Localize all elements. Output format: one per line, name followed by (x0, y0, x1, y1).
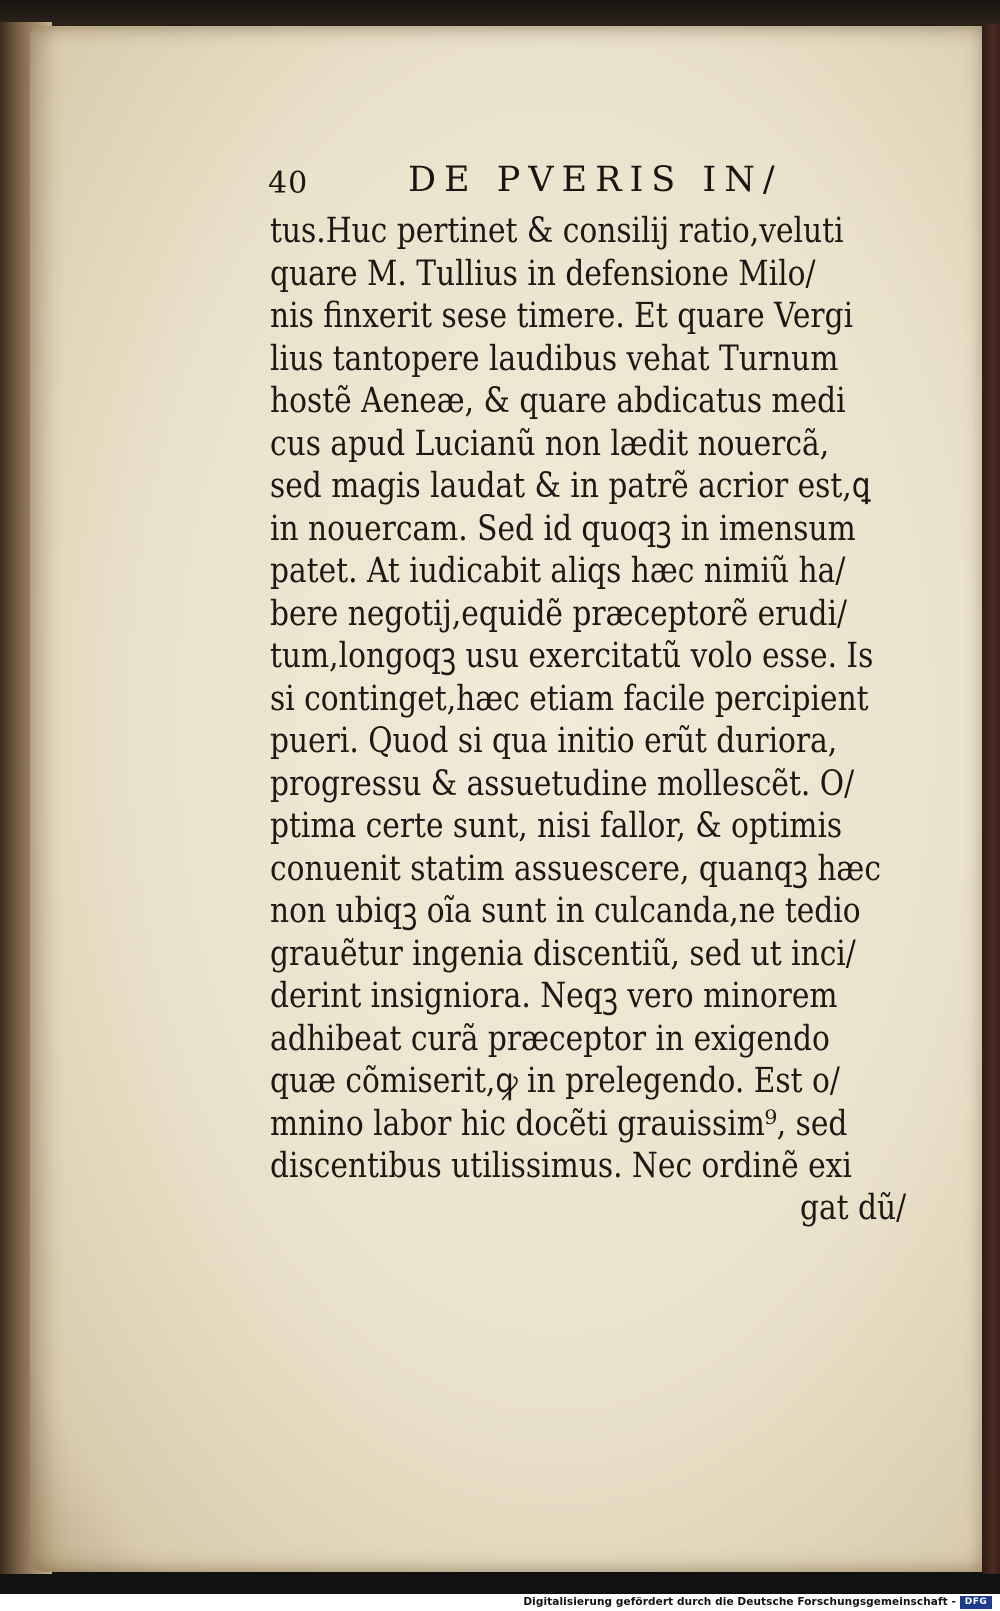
text-line: non ubiqꝫ oĩa sunt in culcanda,ne tedio (270, 891, 861, 931)
text-line: adhibeat curã præceptor in exigendo (270, 1018, 830, 1059)
text-line: tus.Huc pertinet & consilij ratio,veluti (270, 211, 844, 251)
text-line: ptima certe sunt, nisi fallor, & optimis (270, 806, 843, 846)
catchword: gat dũ/ (800, 1188, 907, 1228)
page-header (268, 160, 828, 200)
text-line: bere negotij,equidẽ præceptorẽ erudi/ (270, 593, 847, 634)
text-line: discentibus utilissimus. Nec ordinẽ exi (270, 1146, 852, 1186)
text-line: derint insigniora. Neqꝫ vero minorem (270, 976, 838, 1016)
binding-edge (982, 24, 1000, 1574)
text-line: pueri. Quod si qua initio erũt duriora, (270, 721, 838, 761)
text-line: mnino labor hic docẽti grauissim⁹, sed (270, 1103, 848, 1144)
text-line: grauẽtur ingenia discentiũ, sed ut inci/ (270, 933, 856, 974)
text-line: quare M. Tullius in defensione Milo/ (270, 253, 816, 294)
bottom-border (0, 1574, 1000, 1596)
text-line: hostẽ Aeneæ, & quare abdicatus medi (270, 381, 846, 421)
text-line: progressu & assuetudine mollescẽt. O/ (270, 763, 855, 804)
funding-notice: Digitalisierung gefördert durch die Deutsche Forschungsgemeinschaft - (523, 1596, 956, 1608)
text-line: quæ cõmiserit,ꝙ in prelegendo. Est o/ (270, 1061, 840, 1101)
text-line: tum,longoqꝫ usu exercitatũ volo esse. Is (270, 636, 874, 676)
top-border (0, 0, 1000, 26)
running-head: DE PVERIS IN/ (408, 160, 783, 200)
body-text (270, 210, 910, 1188)
text-line: in nouercam. Sed id quoqꝫ in imensum (270, 508, 856, 549)
dfg-logo-icon: DFG (960, 1596, 992, 1609)
text-line: patet. At iudicabit aliqs hæc nimiũ ha/ (270, 551, 846, 591)
text-line: nis finxerit sese timere. Et quare Vergi (270, 296, 854, 336)
text-line: sed magis laudat & in patrẽ acrior est,ꝗ (270, 466, 871, 506)
page-number: 40 (268, 166, 309, 201)
text-line: conuenit statim assuescere, quanqꝫ hæc (270, 848, 881, 889)
text-line: lius tantopere laudibus vehat Turnum (270, 338, 839, 379)
text-line: si continget,hæc etiam facile percipient (270, 678, 869, 719)
text-line: cus apud Lucianũ non lædit nouercã, (270, 423, 830, 464)
